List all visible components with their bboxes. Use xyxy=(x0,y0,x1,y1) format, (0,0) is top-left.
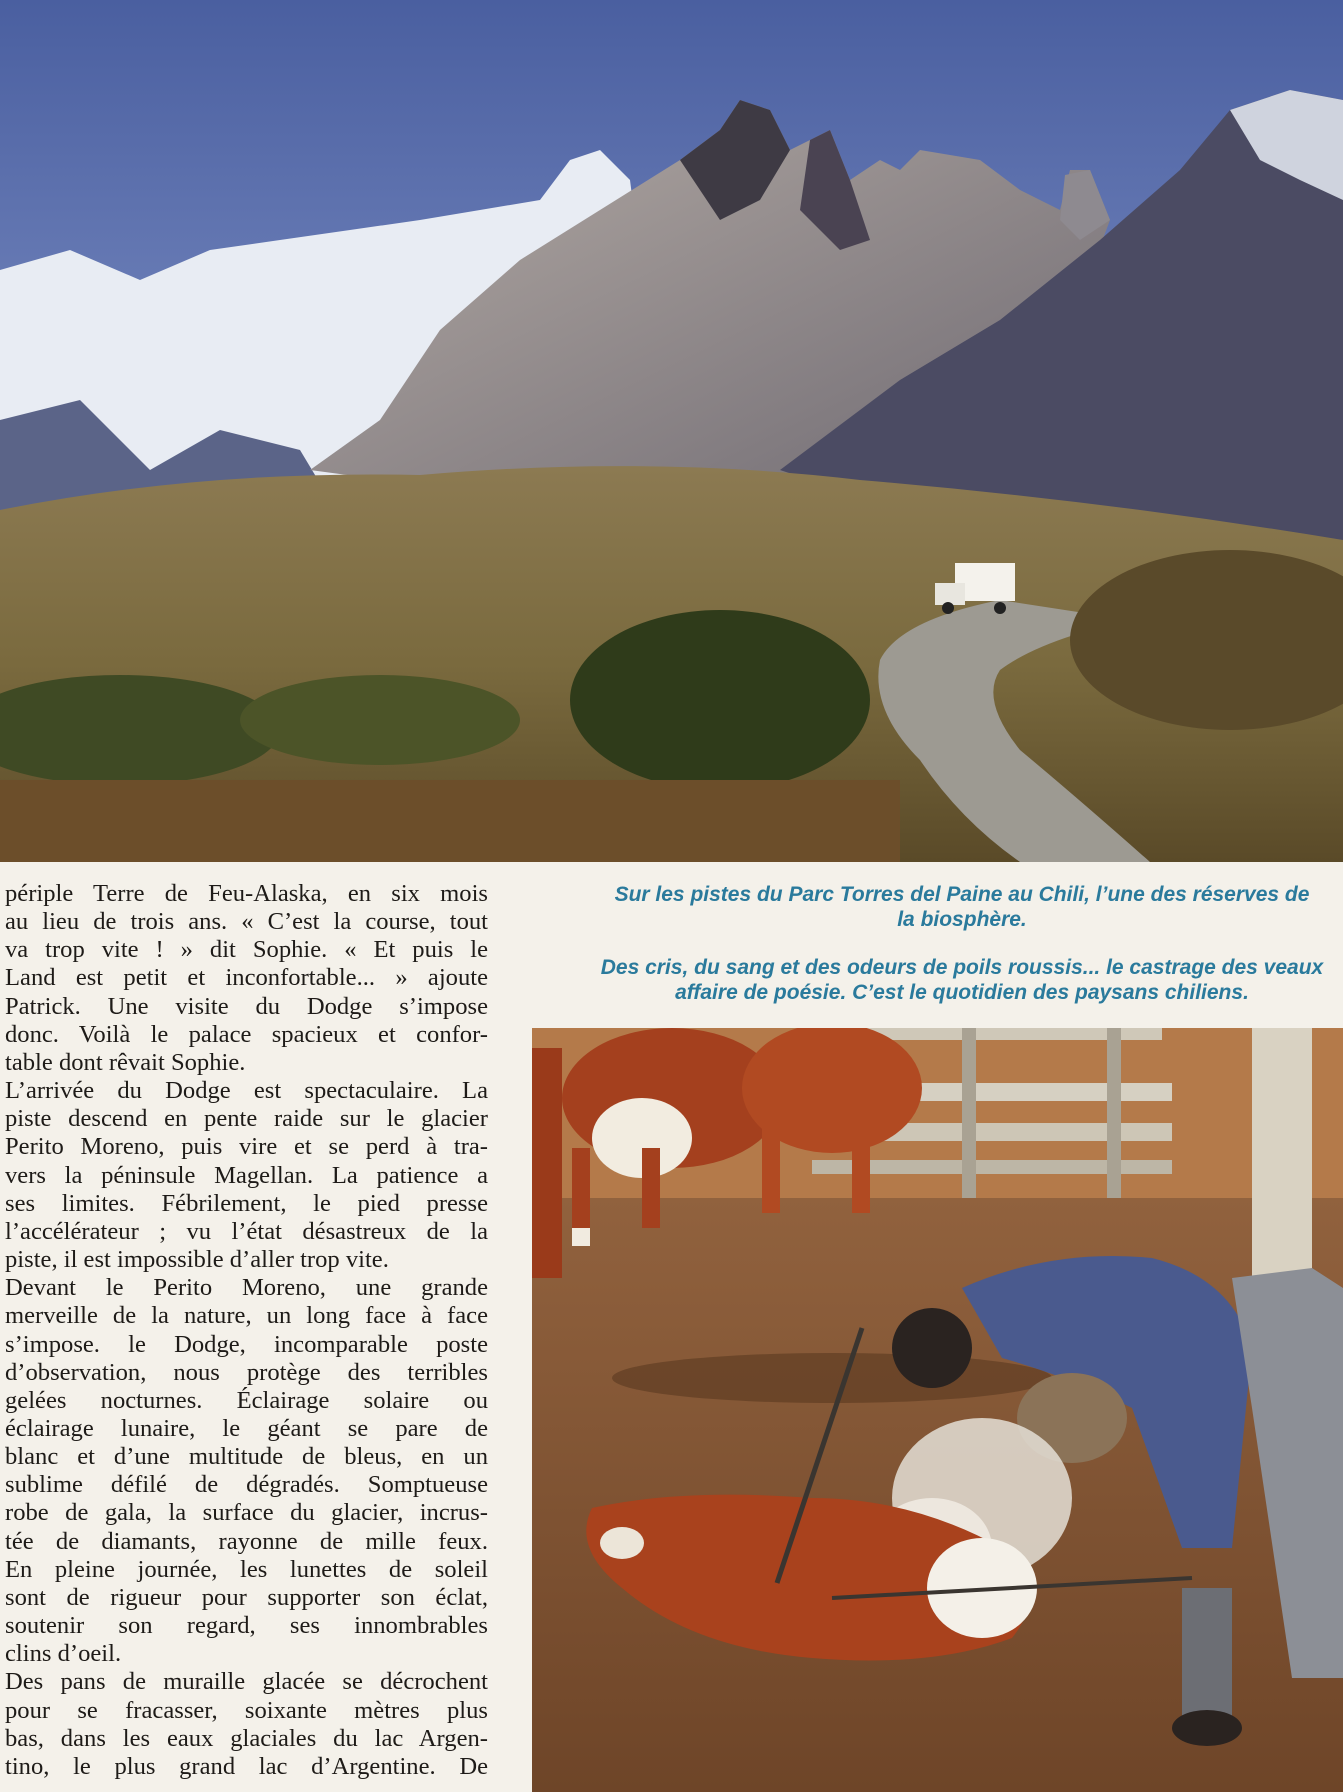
caption-line: Des cris, du sang et des odeurs de poils roussis... le castrage des veaux xyxy=(600,956,1324,979)
text-line: soutenir son regard, ses innombrables xyxy=(5,1612,488,1640)
text-line: merveille de la nature, un long face à face xyxy=(5,1302,488,1330)
text-line: tino, le plus grand lac d’Argentine. De xyxy=(5,1752,488,1780)
text-line: s’impose. le Dodge, incomparable poste xyxy=(5,1330,488,1358)
article-body xyxy=(5,880,488,1781)
cattle-corral-photo xyxy=(532,1028,1343,1792)
text-line: table dont rêvait Sophie. xyxy=(5,1048,246,1076)
text-line: pour se fracasser, soixante mètres plus xyxy=(5,1696,488,1724)
caption-line: Sur les pistes du Parc Torres del Paine au Chili, l’une des réserves de xyxy=(614,883,1310,906)
photo-caption-park xyxy=(532,882,1343,932)
text-line: Land est petit et inconfortable... » ajoute xyxy=(5,964,488,992)
text-line: donc. Voilà le palace spacieux et confor- xyxy=(5,1020,488,1048)
text-line: au lieu de trois ans. « C’est la course, tout xyxy=(5,908,488,936)
text-line: Perito Moreno, puis vire et se perd à tra- xyxy=(5,1133,488,1161)
text-line: sont de rigueur pour supporter son éclat, xyxy=(5,1583,488,1611)
text-line: tée de diamants, rayonne de mille feux. xyxy=(5,1527,488,1555)
text-line: Des pans de muraille glacée se décrochent xyxy=(5,1668,488,1696)
text-line: ses limites. Fébrilement, le pied presse xyxy=(5,1189,488,1217)
mountain-landscape-photo xyxy=(0,0,1343,862)
caption-line: la biosphère. xyxy=(897,908,1027,931)
text-line: gelées nocturnes. Éclairage solaire ou xyxy=(5,1386,488,1414)
text-line: robe de gala, la surface du glacier, incrus- xyxy=(5,1499,488,1527)
paragraph xyxy=(5,1274,488,1668)
text-line: Patrick. Une visite du Dodge s’impose xyxy=(5,992,488,1020)
text-line: L’arrivée du Dodge est spectaculaire. La xyxy=(5,1077,488,1105)
text-line: périple Terre de Feu-Alaska, en six mois xyxy=(5,880,488,907)
caption-line: affaire de poésie. C’est le quotidien des paysans chiliens. xyxy=(675,981,1249,1004)
text-line: piste descend en pente raide sur le glacier xyxy=(5,1105,488,1133)
photo-caption-castration xyxy=(532,955,1343,1005)
paragraph xyxy=(5,880,488,1077)
text-line: vers la péninsule Magellan. La patience a xyxy=(5,1161,488,1189)
text-line: va trop vite ! » dit Sophie. « Et puis le xyxy=(5,936,488,964)
paragraph xyxy=(5,1077,488,1274)
text-line: piste, il est impossible d’aller trop vite. xyxy=(5,1246,389,1274)
text-line: bas, dans les eaux glaciales du lac Argen- xyxy=(5,1724,488,1752)
text-line: En pleine journée, les lunettes de soleil xyxy=(5,1555,488,1583)
paragraph xyxy=(5,1668,488,1781)
text-line: l’accélérateur ; vu l’état désastreux de la xyxy=(5,1217,488,1245)
text-line: clins d’oeil. xyxy=(5,1640,122,1668)
text-line: blanc et d’une multitude de bleus, en un xyxy=(5,1443,488,1471)
text-line: éclairage lunaire, le géant se pare de xyxy=(5,1414,488,1442)
text-line: sublime défilé de dégradés. Somptueuse xyxy=(5,1471,488,1499)
text-line: d’observation, nous protège des terribles xyxy=(5,1358,488,1386)
text-line: Devant le Perito Moreno, une grande xyxy=(5,1274,488,1302)
